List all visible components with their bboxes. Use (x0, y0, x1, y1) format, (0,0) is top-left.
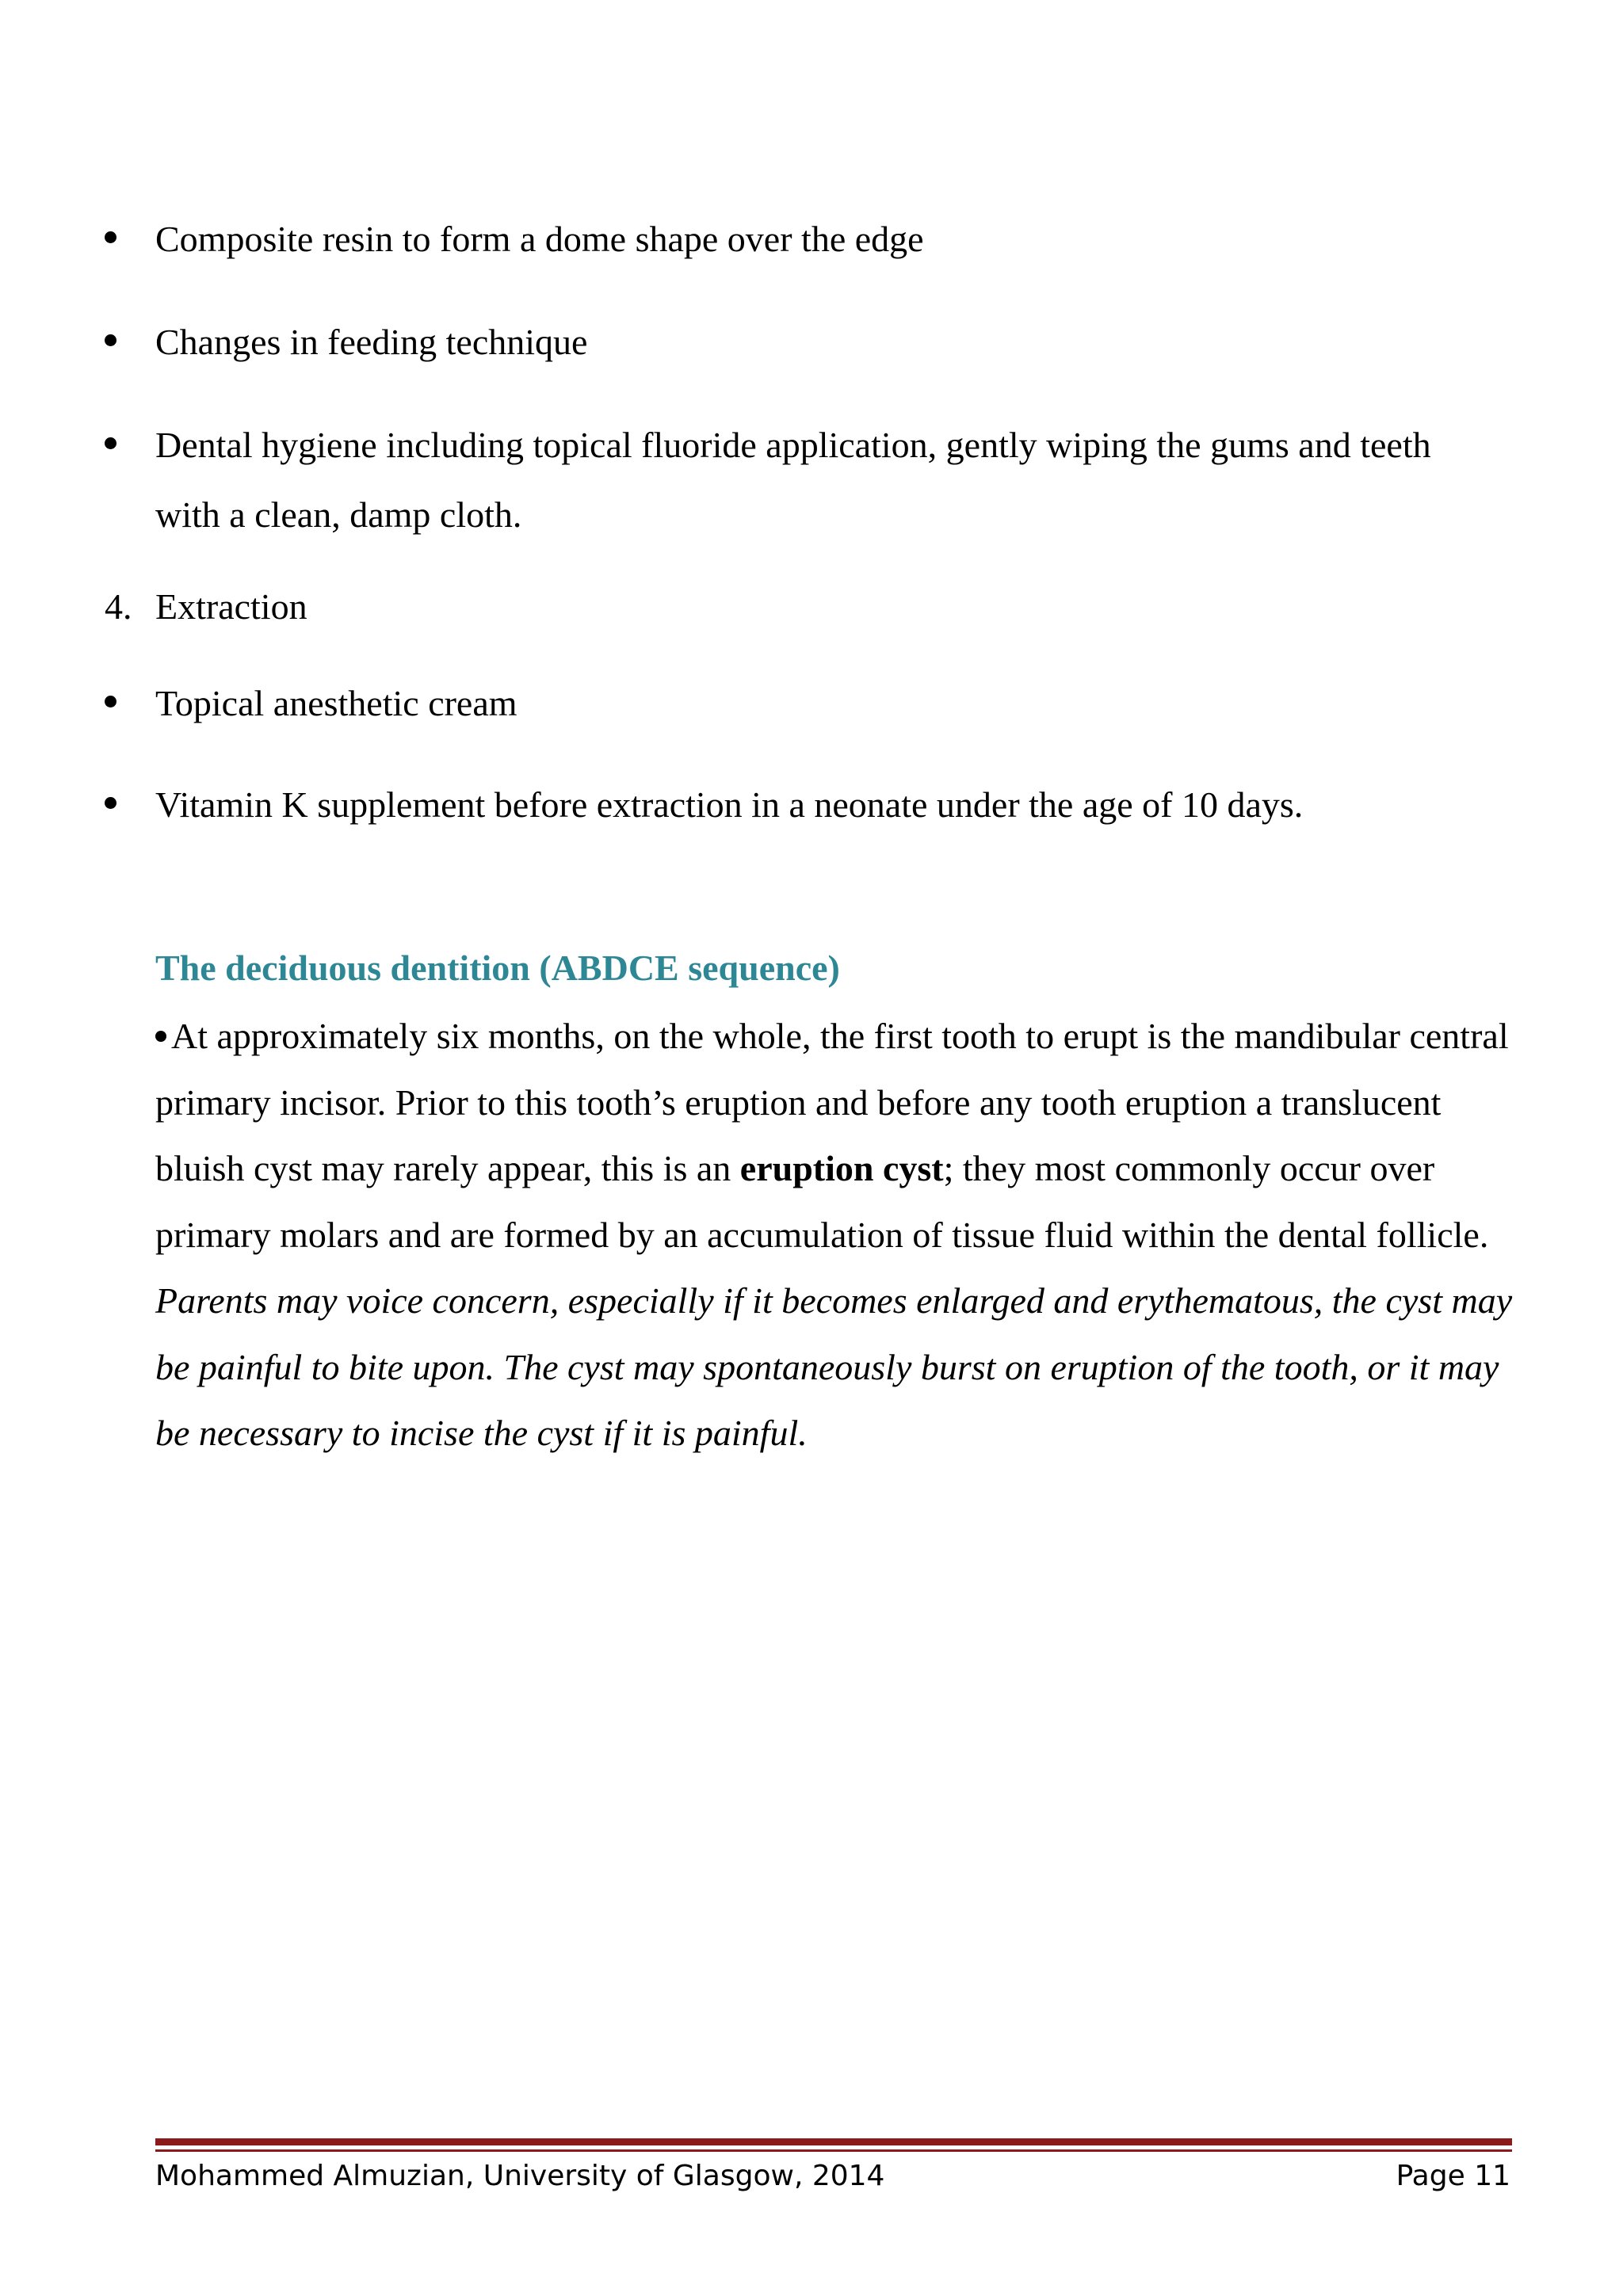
bullet-icon (105, 797, 116, 809)
bullet-text: Vitamin K supplement before extraction in a neonate under the age of 10 days. (155, 784, 1304, 825)
bullet-text: Changes in feeding technique (155, 322, 588, 362)
footer-rule (155, 2138, 1512, 2145)
italic-text: Parents may voice concern, especially if it becomes enlarged and erythematous, the cyst may be painful to bite upon. The cyst may spontaneously burst on eruption of the tooth, or it may be necessary to incise the cyst if it is painful. (155, 1280, 1513, 1453)
footer-page-number: Page 11 (1396, 2160, 1510, 2192)
bullet-text: Dental hygiene including topical fluoride application, gently wiping the gums and teeth with a clean, damp cloth. (155, 425, 1431, 535)
bullet-icon (105, 696, 116, 707)
bullet-icon (155, 1031, 166, 1042)
bold-term: eruption cyst (739, 1148, 944, 1188)
footer-author: Mohammed Almuzian, University of Glasgow, 2014 (155, 2160, 885, 2192)
bullet-icon (105, 231, 116, 243)
bullet-icon (105, 334, 116, 346)
bullet-text: Composite resin to form a dome shape over the edge (155, 219, 924, 259)
numbered-item-text: Extraction (155, 586, 307, 627)
section-paragraph (155, 1003, 1518, 1466)
footer-rule-thin (155, 2149, 1512, 2152)
item-number: 4. (105, 586, 132, 627)
paragraph-text: ; they most commonly occur over primary molars and are formed by an accumulation of tissue fluid within the dental follicle. (155, 1148, 1489, 1255)
paragraph-text: At approximately six months, on the whole, the first tooth to erupt is the mandibular central primary incisor. Prior to this tooth’s eruption and before any tooth eruption a translucent bluish cyst may rarely appear, this is an (155, 1016, 1509, 1188)
section-deciduous-dentition (155, 940, 1518, 1466)
bullet-icon (105, 437, 116, 449)
section-heading: The deciduous dentition (ABDCE sequence) (155, 948, 840, 988)
bullet-text: Topical anesthetic cream (155, 683, 517, 723)
